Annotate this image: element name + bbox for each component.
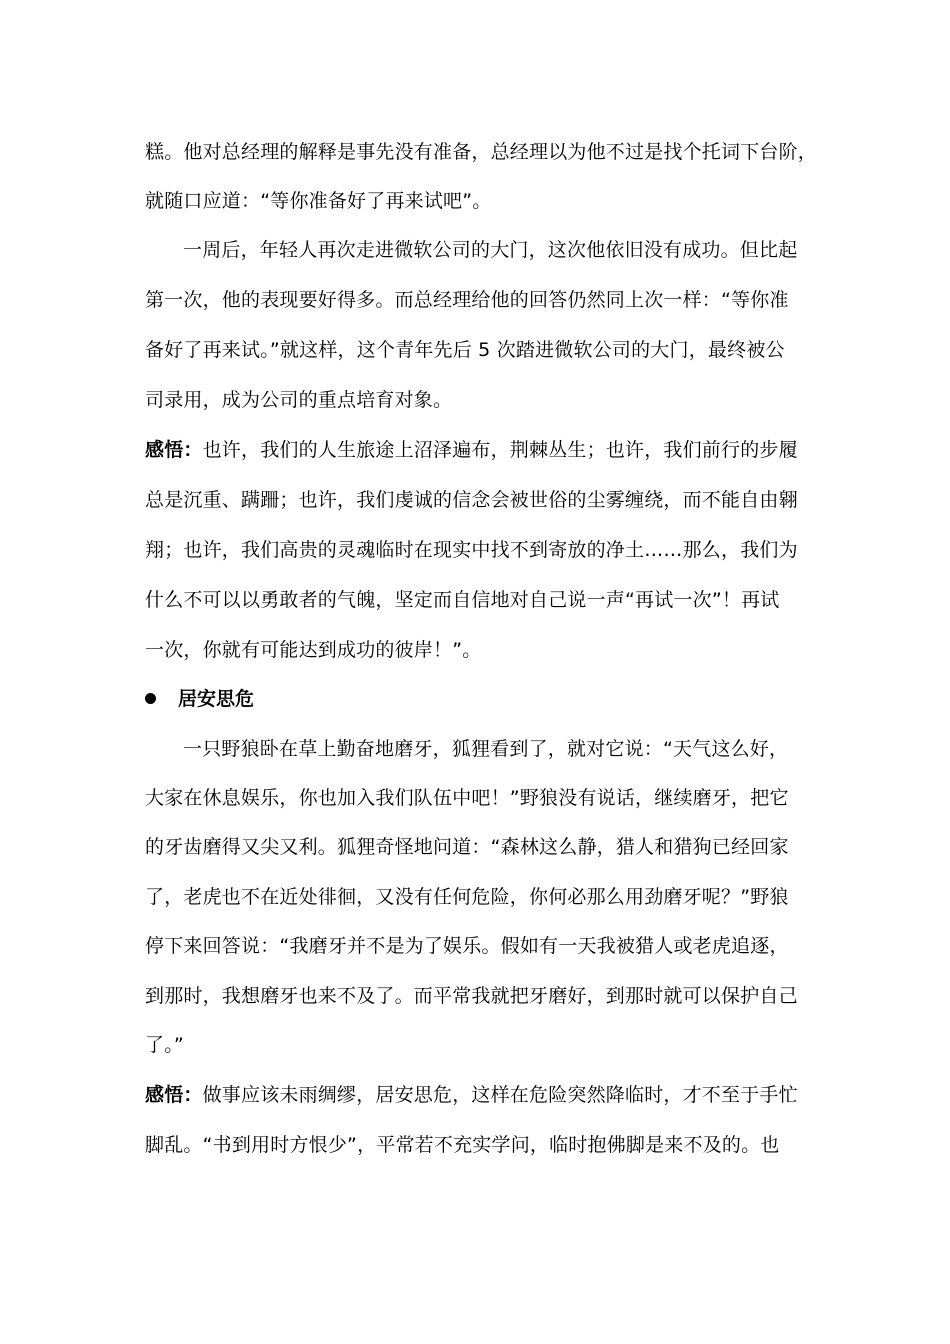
insight-label: 感悟： <box>145 439 203 461</box>
paragraph-line: 一周后，年轻人再次走进微软公司的大门，这次他依旧没有成功。但比起 <box>183 239 798 261</box>
paragraph-line: 第一次，他的表现要好得多。而总经理给他的回答仍然同上次一样：“等你准 <box>145 289 789 311</box>
paragraph-line: 了，老虎也不在近处徘徊，又没有任何危险，你何必那么用劲磨牙呢？”野狼 <box>145 886 789 908</box>
paragraph-line: 备好了再来试。”就这样，这个青年先后 5 次踏进微软公司的大门，最终被公 <box>145 339 785 361</box>
paragraph-line: 到那时，我想磨牙也来不及了。而平常我就把牙磨好，到那时就可以保护自己 <box>145 985 798 1007</box>
insight-text: 做事应该未雨绸缪，居安思危，这样在危险突然降临时，才不至于手忙 <box>202 1084 798 1106</box>
bullet-icon <box>145 693 156 704</box>
paragraph-line: 停下来回答说：“我磨牙并不是为了娱乐。假如有一天我被猎人或老虎追逐， <box>145 935 789 957</box>
insight-paragraph-line <box>145 1083 798 1107</box>
paragraph-line: 什么不可以以勇敢者的气魄，坚定而自信地对自己说一声“再试一次”！再试 <box>145 589 780 611</box>
insight-label: 感悟： <box>145 1084 203 1106</box>
paragraph-line: 就随口应道：“等你准备好了再来试吧”。 <box>145 190 492 212</box>
paragraph-line: 脚乱。“书到用时方恨少”，平常若不充实学问，临时抱佛脚是来不及的。也 <box>145 1134 780 1156</box>
paragraph-line: 总是沉重、蹒跚；也许，我们虔诚的信念会被世俗的尘雾缠绕，而不能自由翱 <box>145 489 798 511</box>
paragraph-line: 的牙齿磨得又尖又利。狐狸奇怪地问道：“森林这么静，猎人和猎狗已经回家 <box>145 836 789 858</box>
paragraph-line: 一次，你就有可能达到成功的彼岸！”。 <box>145 639 482 661</box>
section-heading <box>145 687 254 711</box>
paragraph-line: 大家在休息娱乐，你也加入我们队伍中吧！”野狼没有说话，继续磨牙，把它 <box>145 787 789 809</box>
paragraph-line: 司录用，成为公司的重点培育对象。 <box>145 389 453 411</box>
section-heading-text: 居安思危 <box>178 688 255 710</box>
paragraph-line: 了。” <box>145 1034 184 1056</box>
insight-text: 也许，我们的人生旅途上沼泽遍布，荆棘丛生；也许，我们前行的步履 <box>202 439 798 461</box>
insight-paragraph-line <box>145 438 798 462</box>
paragraph-line: 翔；也许，我们高贵的灵魂临时在现实中找不到寄放的净土……那么，我们为 <box>145 539 798 561</box>
paragraph-line: 糕。他对总经理的解释是事先没有准备，总经理以为他不过是找个托词下台阶， <box>145 141 818 163</box>
paragraph-line: 一只野狼卧在草上勤奋地磨牙，狐狸看到了，就对它说：“天气这么好， <box>183 738 789 760</box>
